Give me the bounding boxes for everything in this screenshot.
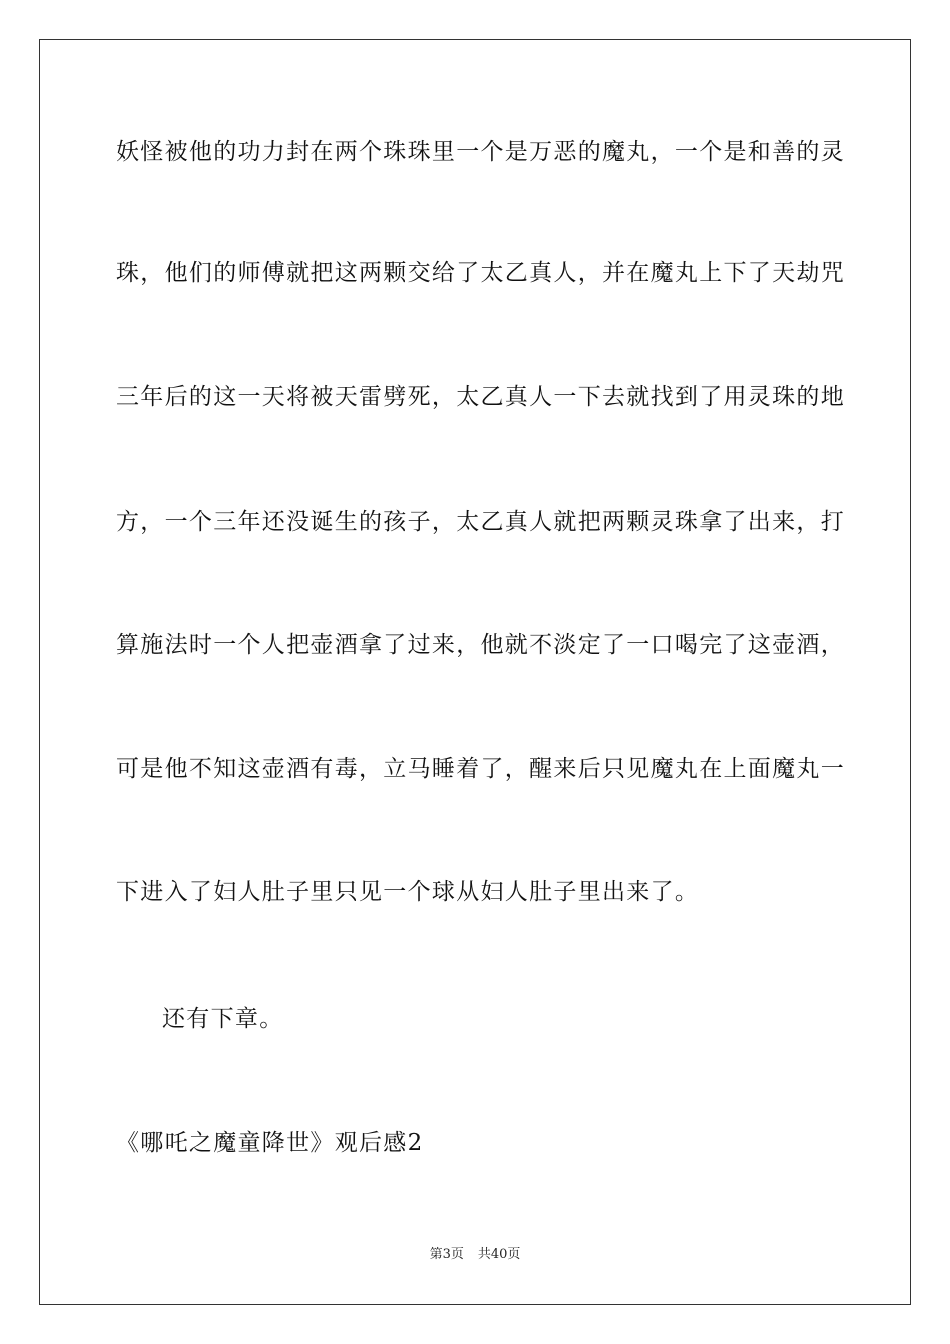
page-number: 第3页 (429, 1247, 464, 1262)
page-border (39, 39, 911, 1305)
paragraph-line-5: 算施法时一个人把壶酒拿了过来，他就不淡定了一口喝完了这壶酒， (116, 632, 845, 658)
page-footer (0, 1246, 950, 1264)
paragraph-line-1: 妖怪被他的功力封在两个珠珠里一个是万恶的魔丸，一个是和善的灵 (116, 139, 845, 165)
closing-line: 还有下章。 (162, 1006, 284, 1032)
page-total: 共40页 (477, 1247, 521, 1262)
paragraph-line-6: 可是他不知这壶酒有毒，立马睡着了，醒来后只见魔丸在上面魔丸一 (116, 756, 845, 782)
section-title: 《哪吒之魔童降世》观后感2 (116, 1130, 424, 1156)
paragraph-line-2: 珠，他们的师傅就把这两颗交给了太乙真人，并在魔丸上下了天劫咒 (116, 260, 845, 286)
paragraph-line-7: 下进入了妇人肚子里只见一个球从妇人肚子里出来了。 (116, 879, 700, 905)
paragraph-line-3: 三年后的这一天将被天雷劈死，太乙真人一下去就找到了用灵珠的地 (116, 384, 845, 410)
paragraph-line-4: 方，一个三年还没诞生的孩子，太乙真人就把两颗灵珠拿了出来，打 (116, 509, 845, 535)
